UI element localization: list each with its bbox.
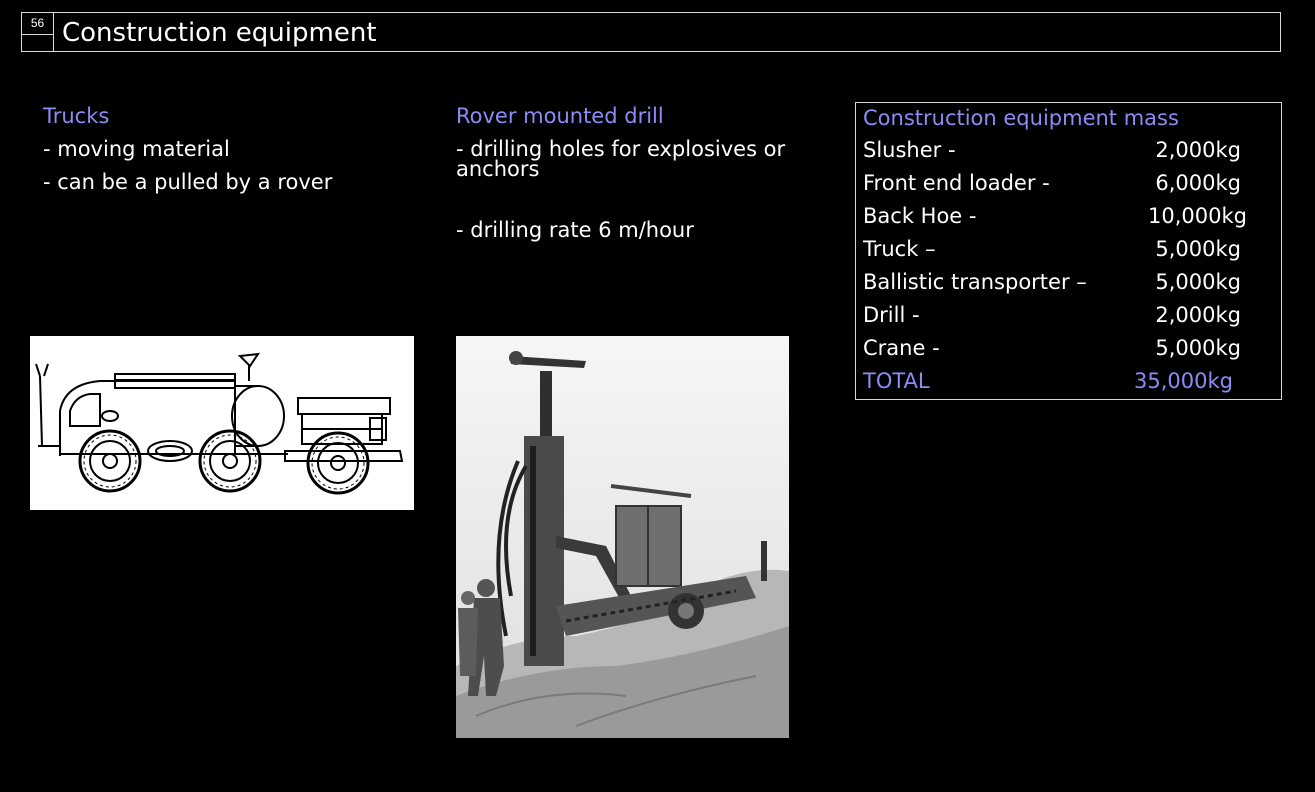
mass-row-value: 2,000kg [1155, 138, 1241, 162]
trucks-heading: Trucks [43, 104, 110, 128]
mass-row-name: Ballistic transporter – [863, 270, 1087, 294]
mass-row-name: Back Hoe - [863, 204, 977, 228]
mass-table [855, 102, 1282, 400]
drill-line-2: - drilling rate 6 m/hour [456, 218, 694, 242]
mass-row-value: 6,000kg [1155, 171, 1241, 195]
mass-row [863, 200, 1281, 233]
mass-row-name: Crane - [863, 336, 940, 360]
slide-title: Construction equipment [62, 18, 377, 48]
drill-section [456, 100, 785, 247]
trucks-line-2: - can be a pulled by a rover [43, 170, 333, 194]
mass-row-value: 2,000kg [1155, 303, 1241, 327]
trucks-line-1: - moving material [43, 137, 230, 161]
mass-row-value: 5,000kg [1155, 237, 1241, 261]
trucks-section [43, 100, 332, 199]
mass-row-value: 5,000kg [1155, 336, 1241, 360]
mass-row-name: Drill - [863, 303, 920, 327]
mass-row-name: Slusher - [863, 138, 956, 162]
slide-number: 56 [22, 13, 54, 35]
mass-row-name: Truck – [863, 237, 936, 261]
mass-row [863, 134, 1281, 167]
mass-total-row [863, 365, 1281, 398]
mass-total-label: TOTAL [863, 369, 930, 393]
drill-line-1a: - drilling holes for explosives or [456, 137, 786, 161]
mass-total-value: 35,000kg [1134, 369, 1233, 393]
drill-heading: Rover mounted drill [456, 104, 664, 128]
drill-line-1b: anchors [456, 157, 540, 181]
mass-row-value: 5,000kg [1155, 270, 1241, 294]
slide-header [21, 12, 1281, 52]
mass-row-name: Front end loader - [863, 171, 1050, 195]
mass-row [863, 299, 1281, 332]
mass-row [863, 233, 1281, 266]
mass-table-title: Construction equipment mass [863, 106, 1179, 130]
header-divider [53, 34, 54, 52]
drill-photo [456, 336, 789, 738]
mass-row-value: 10,000kg [1148, 204, 1247, 228]
mass-row [863, 266, 1281, 299]
mass-row [863, 167, 1281, 200]
mass-row [863, 332, 1281, 365]
truck-drawing [30, 336, 414, 510]
